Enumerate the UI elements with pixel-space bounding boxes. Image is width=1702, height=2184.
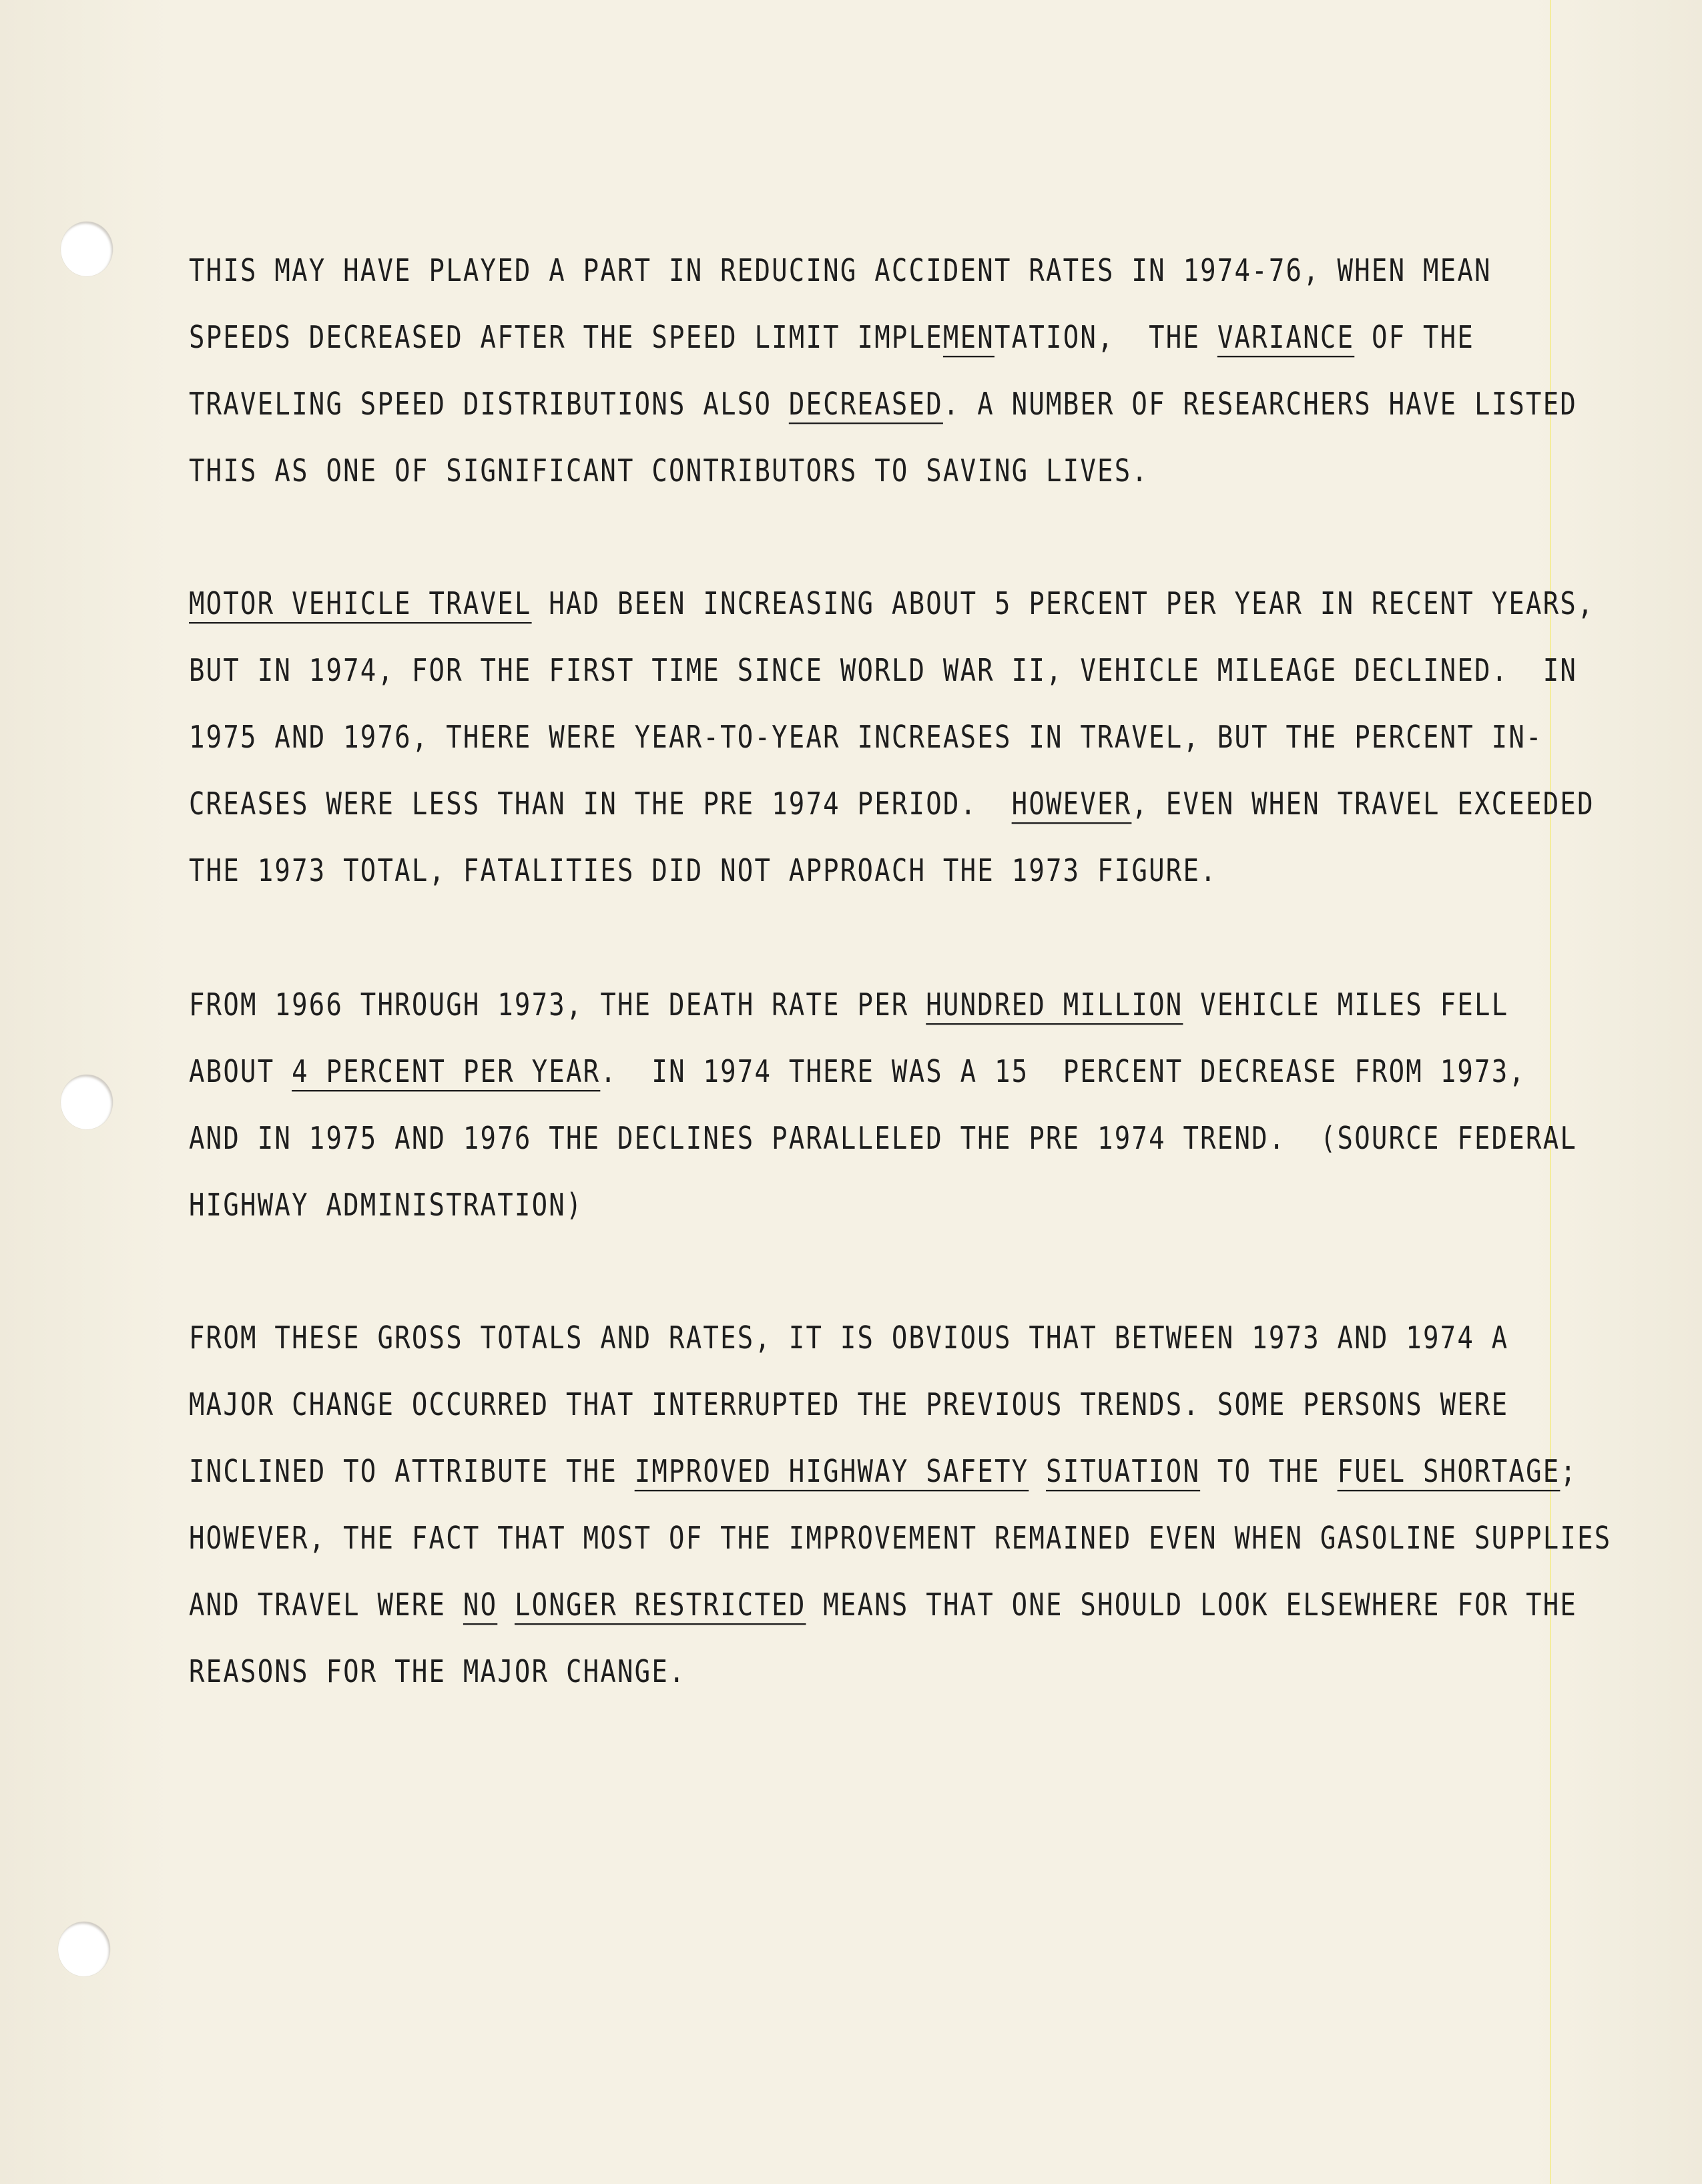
- text-segment: FROM THESE GROSS TOTALS AND RATES, IT IS OBVIOUS THAT BETWEEN 1973 AND 1974 A: [189, 1320, 1509, 1356]
- punch-hole: [61, 222, 113, 276]
- text-segment: , EVEN WHEN TRAVEL EXCEEDED: [1131, 786, 1595, 822]
- text-segment: ABOUT: [189, 1054, 292, 1090]
- text-segment: AND IN 1975 AND 1976 THE DECLINES PARALLELED THE PRE 1974 TREND. (SOURCE FEDERAL: [189, 1121, 1578, 1157]
- underlined-text: HUNDRED MILLION: [926, 987, 1183, 1023]
- text-segment: HIGHWAY ADMINISTRATION): [189, 1187, 583, 1223]
- text-segment: THIS MAY HAVE PLAYED A PART IN REDUCING ACCIDENT RATES IN 1974-76, WHEN MEAN: [189, 253, 1492, 289]
- text-segment: HAD BEEN INCREASING ABOUT 5 PERCENT PER YEAR IN RECENT YEARS,: [531, 586, 1595, 622]
- paragraph-death-rate: [189, 973, 1577, 1240]
- text-segment: HOWEVER, THE FACT THAT MOST OF THE IMPROVEMENT REMAINED EVEN WHEN GASOLINE SUPPLIES: [189, 1521, 1612, 1557]
- underlined-text: NO: [463, 1587, 498, 1623]
- underlined-text: LONGER RESTRICTED: [514, 1587, 806, 1623]
- underlined-text: 4 PERCENT PER YEAR: [292, 1054, 601, 1090]
- underlined-text: FUEL SHORTAGE: [1337, 1454, 1561, 1490]
- text-segment: REASONS FOR THE MAJOR CHANGE.: [189, 1654, 686, 1690]
- underlined-text: DECREASED: [788, 386, 943, 423]
- text-segment: TATION, THE: [994, 320, 1217, 356]
- text-segment: . IN 1974 THERE WAS A 15 PERCENT DECREASE FROM 1973,: [600, 1054, 1526, 1090]
- underlined-text: HOWEVER: [1011, 786, 1132, 822]
- underlined-text: IMPROVED HIGHWAY SAFETY: [634, 1454, 1029, 1490]
- text-line: [189, 1633, 1611, 1712]
- text-segment: BUT IN 1974, FOR THE FIRST TIME SINCE WORLD WAR II, VEHICLE MILEAGE DECLINED. IN: [189, 653, 1578, 689]
- punch-hole: [61, 1075, 113, 1129]
- paragraph-speed-variance: [189, 238, 1577, 505]
- underlined-text: VARIANCE: [1217, 320, 1355, 356]
- text-segment: ;: [1560, 1454, 1578, 1490]
- text-segment: THE 1973 TOTAL, FATALITIES DID NOT APPROACH THE 1973 FIGURE.: [189, 853, 1217, 889]
- text-segment: FROM 1966 THROUGH 1973, THE DEATH RATE PER: [189, 987, 926, 1023]
- underlined-text: MOTOR VEHICLE TRAVEL: [189, 586, 532, 622]
- paragraph-motor-vehicle-travel: [189, 571, 1595, 905]
- text-segment: THIS AS ONE OF SIGNIFICANT CONTRIBUTORS TO SAVING LIVES.: [189, 453, 1149, 489]
- text-segment: [1029, 1454, 1046, 1490]
- text-segment: TRAVELING SPEED DISTRIBUTIONS ALSO: [189, 386, 789, 423]
- text-segment: AND TRAVEL WERE: [189, 1587, 463, 1623]
- text-line: [189, 1167, 1577, 1246]
- paragraph-major-change: [189, 1306, 1611, 1706]
- punch-hole: [58, 1922, 110, 1976]
- text-segment: [497, 1588, 515, 1623]
- text-segment: MAJOR CHANGE OCCURRED THAT INTERRUPTED THE PREVIOUS TRENDS. SOME PERSONS WERE: [189, 1387, 1509, 1423]
- text-line: [189, 832, 1595, 911]
- text-segment: CREASES WERE LESS THAN IN THE PRE 1974 PERIOD.: [189, 786, 1012, 822]
- text-segment: 1975 AND 1976, THERE WERE YEAR-TO-YEAR INCREASES IN TRAVEL, BUT THE PERCENT IN-: [189, 720, 1543, 756]
- text-segment: . A NUMBER OF RESEARCHERS HAVE LISTED: [942, 386, 1578, 423]
- underlined-text: SITUATION: [1046, 1454, 1201, 1490]
- text-segment: OF THE: [1354, 320, 1475, 356]
- text-segment: MEANS THAT ONE SHOULD LOOK ELSEWHERE FOR THE: [806, 1587, 1578, 1623]
- text-segment: VEHICLE MILES FELL: [1183, 987, 1509, 1023]
- text-line: [189, 433, 1577, 511]
- underlined-text: MEN: [942, 320, 995, 356]
- text-segment: INCLINED TO ATTRIBUTE THE: [189, 1454, 635, 1490]
- text-segment: TO THE: [1200, 1454, 1338, 1490]
- text-segment: SPEEDS DECREASED AFTER THE SPEED LIMIT IMPLE: [189, 320, 943, 356]
